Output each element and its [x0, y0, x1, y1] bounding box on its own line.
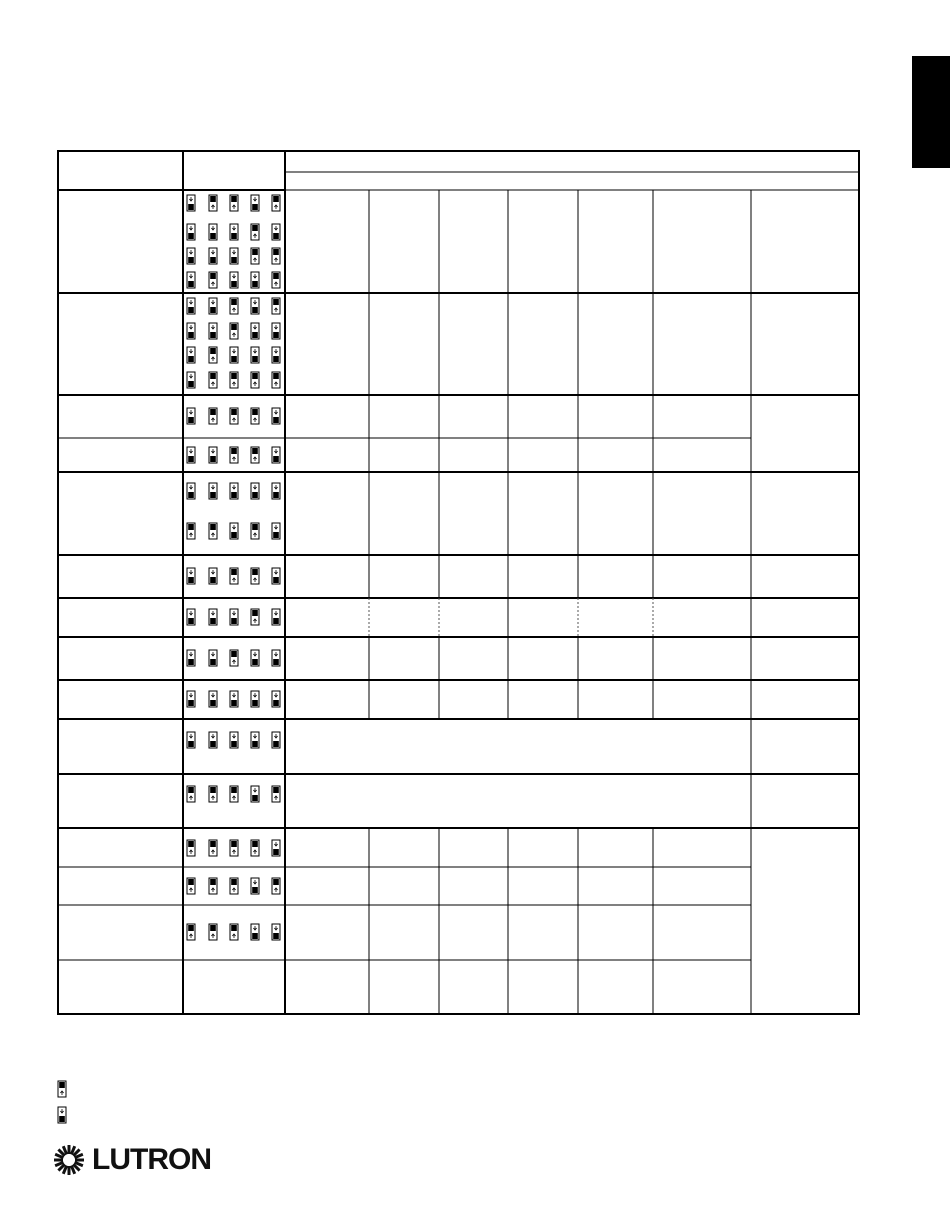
- dip-switch: [251, 372, 259, 388]
- dip-switch: [209, 732, 217, 748]
- dip-switch: [251, 568, 259, 584]
- dip-switch: [272, 691, 280, 707]
- dip-switch: [230, 840, 238, 856]
- dip-switch: [272, 195, 280, 211]
- dip-switch: [251, 650, 259, 666]
- dip-switch: [272, 732, 280, 748]
- dip-switch: [187, 523, 195, 539]
- dip-switch: [230, 732, 238, 748]
- dip-switch: [251, 447, 259, 463]
- dip-switch: [272, 272, 280, 288]
- dip-switch: [209, 691, 217, 707]
- dip-switch: [230, 878, 238, 894]
- dip-switch: [230, 483, 238, 499]
- dip-switch: [251, 323, 259, 339]
- dip-switch: [272, 447, 280, 463]
- dip-switch: [272, 568, 280, 584]
- switch-up-icon: [56, 1078, 68, 1100]
- dip-switch: [209, 609, 217, 625]
- sunburst-logo-icon: [52, 1143, 86, 1177]
- dip-switch: [187, 248, 195, 264]
- dip-switch: [230, 924, 238, 940]
- dip-switch: [209, 786, 217, 802]
- dip-switch: [187, 878, 195, 894]
- dip-switch: [187, 732, 195, 748]
- dip-switch: [251, 840, 259, 856]
- logo-wordmark: LUTRON: [92, 1143, 211, 1176]
- dip-switch: [251, 483, 259, 499]
- dip-switch: [187, 650, 195, 666]
- dip-switch: [209, 483, 217, 499]
- dip-switch: [230, 691, 238, 707]
- dip-switch: [187, 323, 195, 339]
- dip-switch: [230, 248, 238, 264]
- dip-switch: [251, 786, 259, 802]
- dip-switch: [209, 650, 217, 666]
- dip-switch: [272, 224, 280, 240]
- dip-switch: [272, 878, 280, 894]
- dip-switch: [230, 609, 238, 625]
- dip-switch: [209, 568, 217, 584]
- dip-switch: [272, 323, 280, 339]
- dip-switch: [209, 523, 217, 539]
- dip-switch: [209, 248, 217, 264]
- dip-switch: [230, 224, 238, 240]
- dip-switch: [187, 372, 195, 388]
- dip-switch: [187, 447, 195, 463]
- dip-switch: [230, 323, 238, 339]
- dip-switch: [230, 408, 238, 424]
- dip-switch: [230, 650, 238, 666]
- dip-switch: [230, 298, 238, 314]
- dip-switch: [209, 224, 217, 240]
- dip-switch: [272, 372, 280, 388]
- dip-switch: [230, 347, 238, 363]
- dip-switch: [187, 786, 195, 802]
- dip-switch: [230, 447, 238, 463]
- lutron-logo: [52, 1138, 211, 1182]
- dip-switch: [187, 483, 195, 499]
- table-border: [58, 151, 859, 1014]
- dip-switch: [251, 523, 259, 539]
- dip-switch: [272, 483, 280, 499]
- dip-switch: [251, 224, 259, 240]
- dip-switch: [209, 323, 217, 339]
- dip-switch: [251, 878, 259, 894]
- dip-switch: [251, 248, 259, 264]
- dip-switch: [187, 272, 195, 288]
- dip-switch: [209, 298, 217, 314]
- dip-switch: [209, 924, 217, 940]
- dip-switch: [187, 609, 195, 625]
- dip-switch: [272, 840, 280, 856]
- dip-switch: [187, 691, 195, 707]
- dip-switch: [209, 878, 217, 894]
- dip-switch: [272, 924, 280, 940]
- dip-switch: [187, 568, 195, 584]
- table-grid: [58, 151, 859, 1014]
- dip-switch: [209, 347, 217, 363]
- dip-switch: [209, 408, 217, 424]
- dip-switch: [251, 298, 259, 314]
- dip-switch: [230, 272, 238, 288]
- dip-switch: [272, 248, 280, 264]
- legend-item-up: [56, 1076, 68, 1102]
- dip-switch: [209, 195, 217, 211]
- dip-switch: [251, 691, 259, 707]
- dip-switch: [272, 650, 280, 666]
- dip-switch: [230, 523, 238, 539]
- dip-switch: [272, 408, 280, 424]
- dip-switch: [58, 1107, 66, 1123]
- dip-switch: [187, 408, 195, 424]
- dip-switch: [251, 408, 259, 424]
- dip-switch: [272, 347, 280, 363]
- dip-switch: [187, 298, 195, 314]
- dip-switch: [251, 195, 259, 211]
- dip-switch: [230, 568, 238, 584]
- switch-down-icon: [56, 1104, 68, 1126]
- dip-switch: [58, 1081, 66, 1097]
- dip-switch: [251, 924, 259, 940]
- dip-switch: [251, 609, 259, 625]
- dip-switch: [187, 840, 195, 856]
- dip-switch: [272, 786, 280, 802]
- dip-switch: [272, 523, 280, 539]
- dip-switch: [187, 224, 195, 240]
- dip-switch: [230, 195, 238, 211]
- dip-switch: [187, 195, 195, 211]
- legend-item-down: [56, 1102, 68, 1128]
- dip-switch: [251, 347, 259, 363]
- dip-switch: [230, 372, 238, 388]
- dip-switch: [187, 924, 195, 940]
- dip-switch: [251, 272, 259, 288]
- dip-switch: [230, 786, 238, 802]
- dip-switch: [272, 609, 280, 625]
- legend: [56, 1076, 68, 1128]
- dip-switch: [187, 347, 195, 363]
- dip-switch: [272, 298, 280, 314]
- dip-switch: [209, 272, 217, 288]
- dip-switch: [251, 732, 259, 748]
- dip-switch: [209, 447, 217, 463]
- dip-switch: [209, 840, 217, 856]
- dip-switch: [209, 372, 217, 388]
